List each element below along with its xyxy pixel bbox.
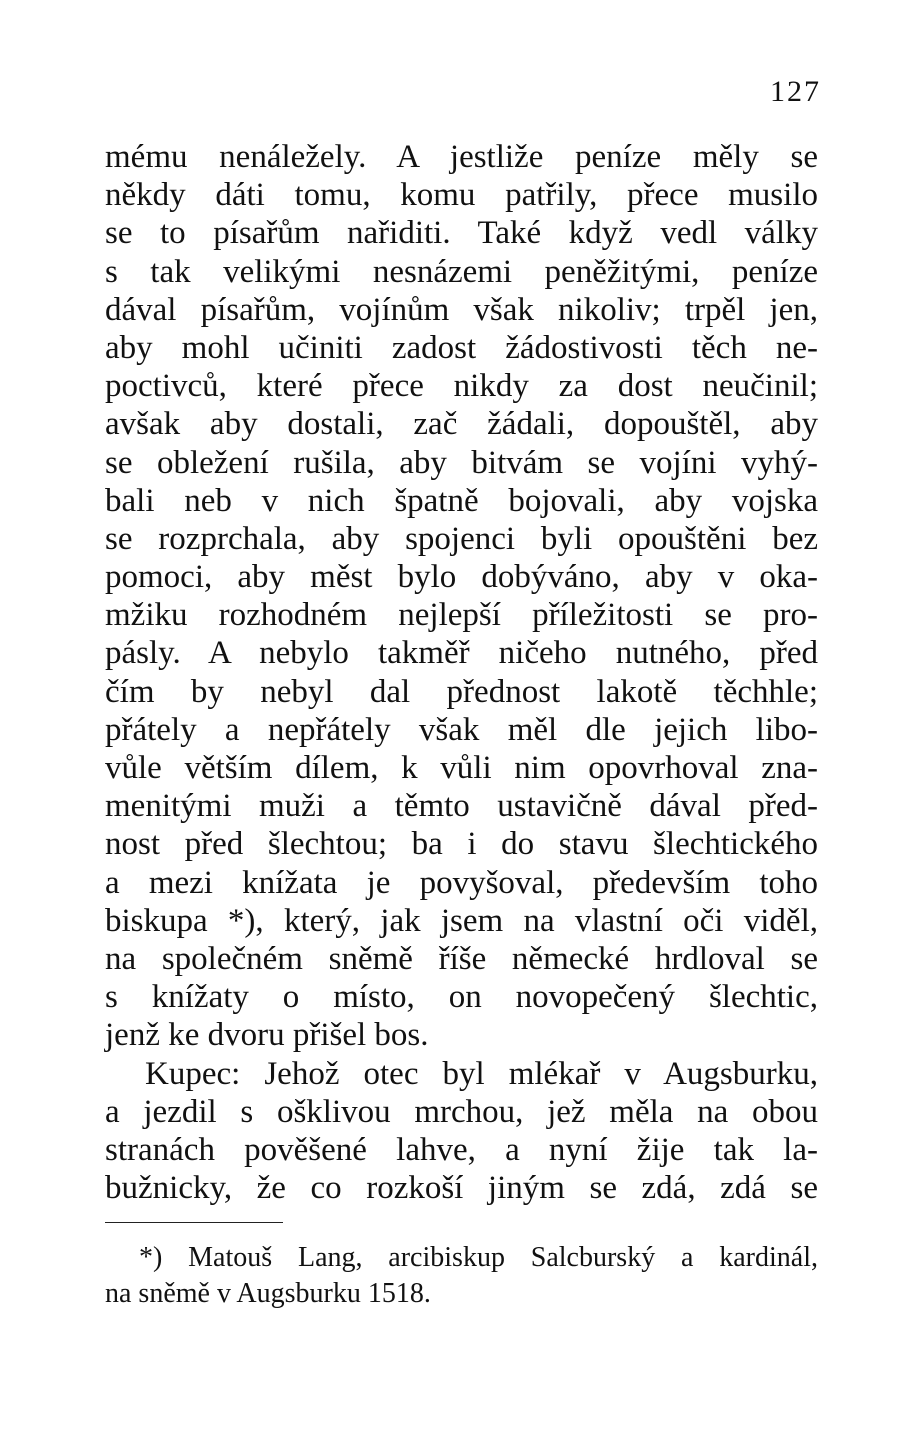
text-line: přátely a nepřátely však měl dle jejich libo-: [105, 711, 818, 748]
text-line: mému nenáležely. A jestliže peníze měly se: [105, 139, 818, 175]
text-line: pomoci, aby měst bylo dobýváno, aby v oka-: [105, 559, 818, 596]
text-line: dával písařům, vojínům však nikoliv; trpěl jen,: [105, 291, 818, 328]
text-line: stranách pověšené lahve, a nyní žije tak la-: [105, 1131, 818, 1168]
text-line: bali neb v nich špatně bojovali, aby vojska: [105, 482, 818, 519]
text-line: nost před šlechtou; ba i do stavu šlechtického: [105, 826, 818, 863]
text-line: čím by nebyl dal přednost lakotě těchhle;: [105, 673, 818, 710]
text-line: a jezdil s ošklivou mrchou, jež měla na obou: [105, 1093, 818, 1130]
text-line: mžiku rozhodném nejlepší příležitosti se pro-: [105, 597, 818, 634]
text-line: menitými muži a těmto ustavičně dával před-: [105, 788, 818, 825]
text-line: se to písařům nařiditi. Také když vedl války: [105, 215, 818, 252]
footnote: [105, 1240, 818, 1312]
text-line: biskupa *), který, jak jsem na vlastní oči viděl,: [105, 902, 818, 939]
body-text: [105, 138, 818, 1207]
footnote-line: na sněmě v Augsburku 1518.: [105, 1278, 431, 1309]
text-line: a mezi knížata je povyšoval, především toho: [105, 864, 818, 901]
text-line: aby mohl učiniti zadost žádostivosti těch ne-: [105, 329, 818, 366]
text-line: bužnicky, že co rozkoší jiným se zdá, zdá se: [105, 1170, 818, 1207]
paragraph-start-line: Kupec: Jehož otec byl mlékař v Augsburku,: [145, 1055, 818, 1092]
text-line: s knížaty o místo, on novopečený šlechtic,: [105, 979, 818, 1016]
page-number: 127: [770, 75, 821, 108]
text-line: na společném sněmě říše německé hrdloval se: [105, 940, 818, 977]
text-line: se rozprchala, aby spojenci byli opouštěni bez: [105, 520, 818, 557]
footnote-line: *) Matouš Lang, arcibiskup Salcburský a kardinál,: [139, 1242, 818, 1273]
text-line: někdy dáti tomu, komu patřily, přece musilo: [105, 177, 818, 214]
text-line: vůle větším dílem, k vůli nim opovrhoval zna-: [105, 750, 818, 786]
text-line: poctivců, které přece nikdy za dost neučinil;: [105, 368, 818, 405]
text-line: s tak velikými nesnázemi peněžitými, peníze: [105, 253, 818, 290]
footnote-divider: [105, 1222, 283, 1223]
text-line: avšak aby dostali, zač žádali, dopouštěl, aby: [105, 406, 818, 443]
paragraph-end-line: jenž ke dvoru přišel bos.: [105, 1017, 429, 1054]
text-line: pásly. A nebylo takměř ničeho nutného, před: [105, 635, 818, 672]
text-line: se obležení rušila, aby bitvám se vojíni vyhý-: [105, 444, 818, 481]
